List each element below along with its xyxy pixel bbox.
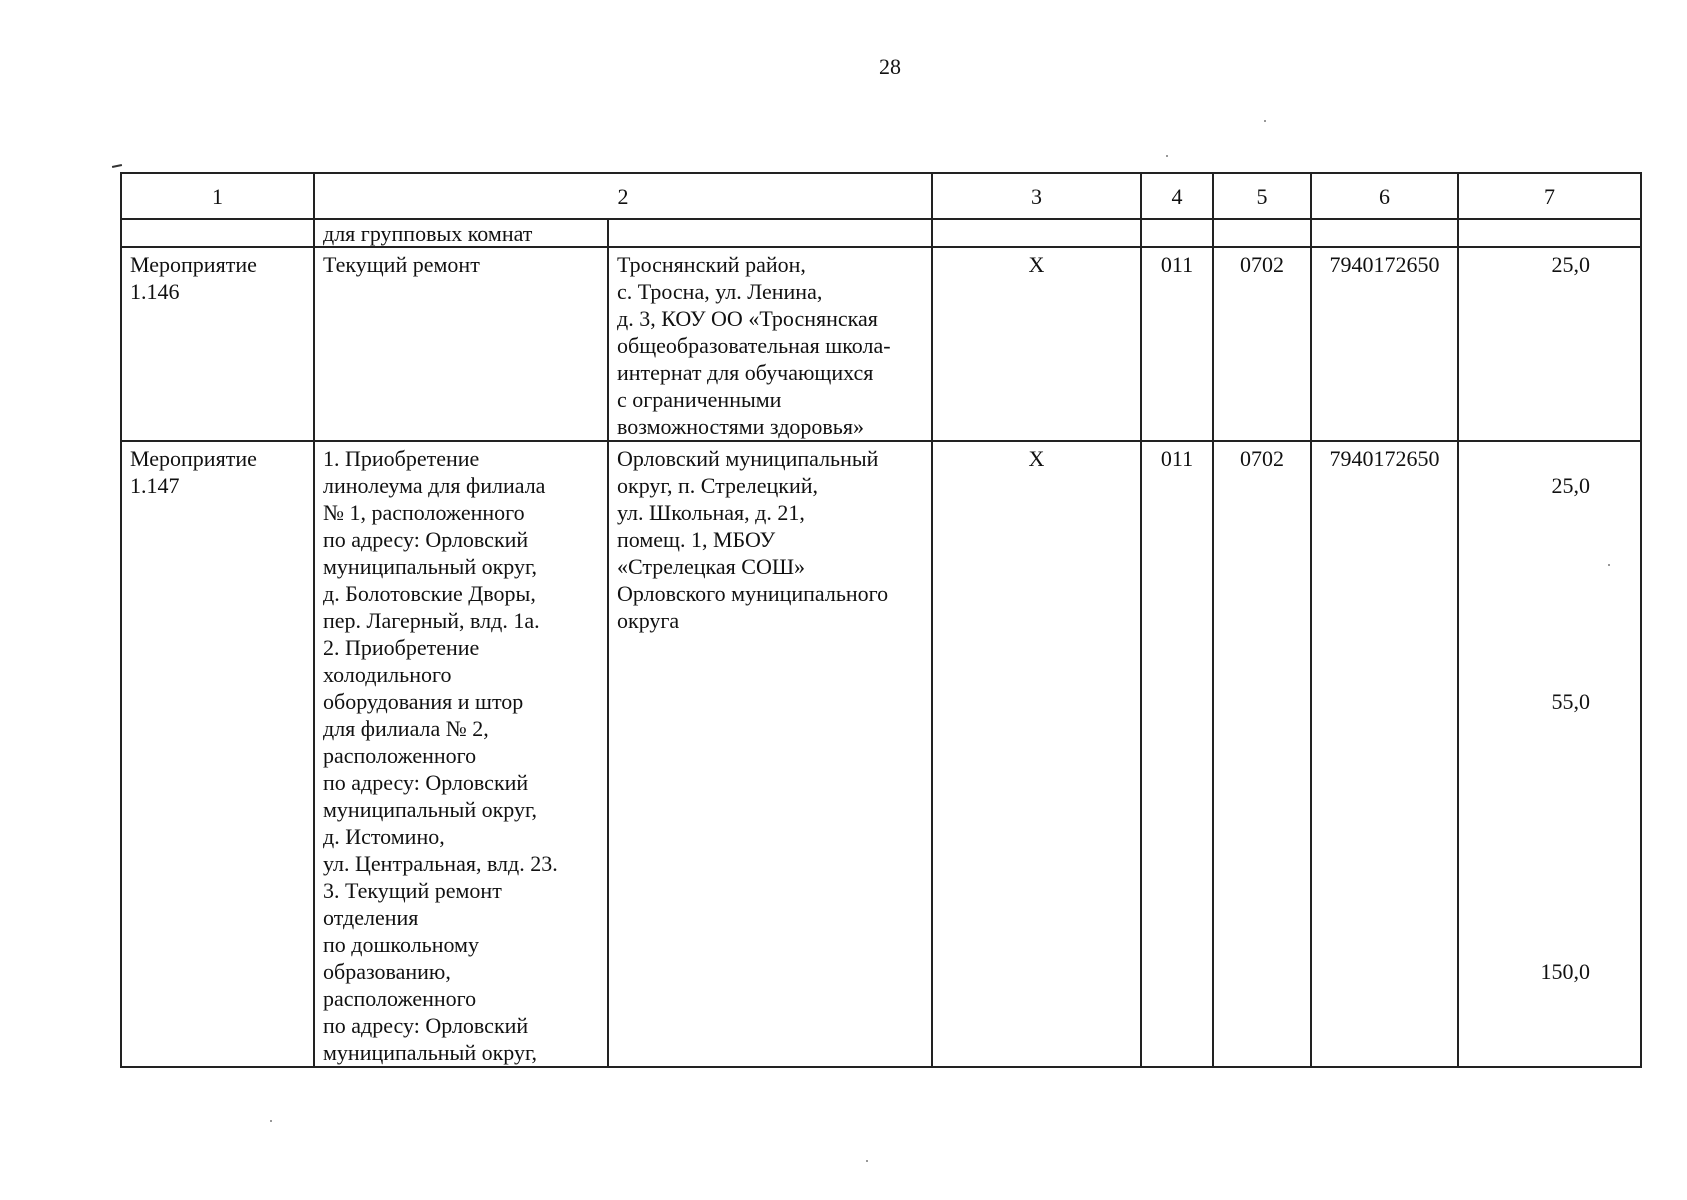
budget-table: [120, 172, 1642, 1068]
cell-description: Текущий ремонт: [314, 247, 608, 441]
header-col-5: 5: [1213, 173, 1311, 219]
cell-col4: 011: [1141, 441, 1213, 1067]
cell-event: Мероприятие 1.147: [121, 441, 314, 1067]
cell-description: 1. Приобретение линолеума для филиала № 1, расположенного по адресу: Орловский муниципальный округ, д. Болотовские Дворы, пер. Лагерный, влд. 1а. 2. Приобретение холодильного оборудования и штор для филиала № 2, расположенного по адресу: Орловский муниципальный округ, д. Истомино, ул. Центральная, влд. 23. 3. Текущий ремонт отделения по дошкольному образованию, расположенного по адресу: Орловский муниципальный округ,: [314, 441, 608, 1067]
header-col-3: 3: [932, 173, 1141, 219]
cell-col5: 0702: [1213, 247, 1311, 441]
cell-col6: 7940172650: [1311, 247, 1458, 441]
cell-address: Троснянский район, с. Тросна, ул. Ленина, д. 3, КОУ ОО «Троснянская общеобразовательная школа- интернат для обучающихся с ограниченными возможностями здоровья»: [608, 247, 932, 441]
header-col-1: 1: [121, 173, 314, 219]
scan-speck: [1264, 120, 1266, 122]
header-col-7: 7: [1458, 173, 1641, 219]
cell-col6: 7940172650: [1311, 441, 1458, 1067]
page-number: 28: [879, 54, 901, 79]
cell-empty: [1311, 219, 1458, 247]
cell-empty: [932, 219, 1141, 247]
cell-amount: [1458, 247, 1641, 441]
amount-value: 25,0: [1551, 252, 1590, 277]
cell-address: Орловский муниципальный округ, п. Стрелецкий, ул. Школьная, д. 21, помещ. 1, МБОУ «Стрелецкая СОШ» Орловского муниципального округа: [608, 441, 932, 1067]
header-col-2: 2: [314, 173, 932, 219]
cell-col4: 011: [1141, 247, 1213, 441]
cell-col3: Х: [932, 247, 1141, 441]
cell-empty: [1213, 219, 1311, 247]
scan-speck: [270, 1120, 272, 1122]
header-col-6: 6: [1311, 173, 1458, 219]
scan-speck: [866, 1160, 868, 1162]
scan-mark: [112, 164, 122, 168]
header-row: [121, 173, 1641, 219]
cell-col3: Х: [932, 441, 1141, 1067]
header-col-4: 4: [1141, 173, 1213, 219]
amount-value: 25,0: [1551, 473, 1590, 498]
cell-col5: 0702: [1213, 441, 1311, 1067]
table-row: [121, 441, 1641, 1067]
cell-empty: [1141, 219, 1213, 247]
scan-speck: [1166, 155, 1168, 157]
continuation-row: [121, 219, 1641, 247]
cell-event: Мероприятие 1.146: [121, 247, 314, 441]
cell-amount: [1458, 441, 1641, 1067]
cell-empty: [608, 219, 932, 247]
cell-empty: [121, 219, 314, 247]
cell-empty: [1458, 219, 1641, 247]
cell-description: для групповых комнат: [314, 219, 608, 247]
amount-value: 150,0: [1540, 959, 1590, 984]
table-row: [121, 247, 1641, 441]
amount-value: 55,0: [1551, 689, 1590, 714]
